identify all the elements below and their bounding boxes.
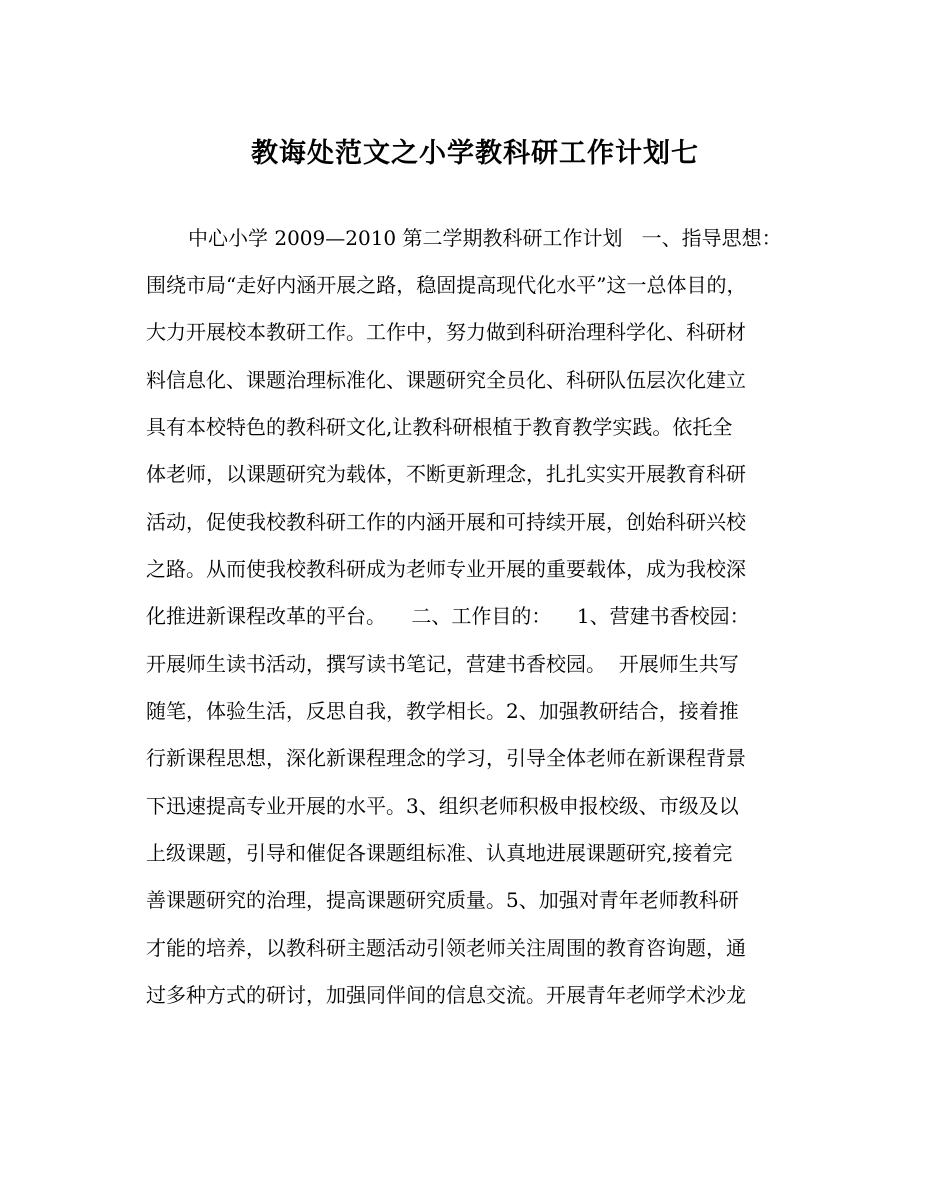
document-title: 教诲处范文之小学教科研工作计划七 <box>251 138 699 169</box>
body-line: 过多种方式的研讨，加强同伴间的信息交流。开展青年老师学术沙龙 <box>146 983 746 1007</box>
body-line: 具有本校特色的教科研文化,让教科研根植于教育教学实践。依托全 <box>146 415 733 439</box>
body-line: 大力开展校本教研工作。工作中，努力做到科研治理科学化、科研材 <box>146 320 746 344</box>
body-line: 之路。从而使我校教科研成为老师专业开展的重要载体，成为我校深 <box>146 557 746 581</box>
body-line: 活动，促使我校教科研工作的内涵开展和可持续开展，创始科研兴校 <box>146 510 746 534</box>
body-line: 体老师，以课题研究为载体，不断更新理念，扎扎实实开展教育科研 <box>146 462 746 486</box>
body-line: 围绕市局“走好内涵开展之路，稳固提高现代化水平”这一总体目的， <box>146 273 747 297</box>
body-line: 料信息化、课题治理标准化、课题研究全员化、科研队伍层次化建立 <box>146 368 746 392</box>
body-line: 随笔，体验生活，反思自我，教学相长。2、加强教研结合，接着推 <box>146 699 739 723</box>
body-line: 化推进新课程改革的平台。 二、工作目的： 1、营建书香校园： <box>146 604 750 628</box>
body-line: 中心小学 2009—2010 第二学期教科研工作计划 一、指导思想： <box>188 226 782 250</box>
body-line: 才能的培养，以教科研主题活动引领老师关注周围的教育咨询题，通 <box>146 936 746 960</box>
body-line: 行新课程思想，深化新课程理念的学习，引导全体老师在新课程背景 <box>146 746 746 770</box>
body-line: 下迅速提高专业开展的水平。3、组织老师积极申报校级、市级及以 <box>146 794 739 818</box>
body-line: 上级课题，引导和催促各课题组标准、认真地进展课题研究,接着完 <box>146 841 733 865</box>
body-line: 开展师生读书活动，撰写读书笔记，营建书香校园。 开展师生共写 <box>146 652 739 676</box>
body-line: 善课题研究的治理，提高课题研究质量。5、加强对青年老师教科研 <box>146 888 739 912</box>
